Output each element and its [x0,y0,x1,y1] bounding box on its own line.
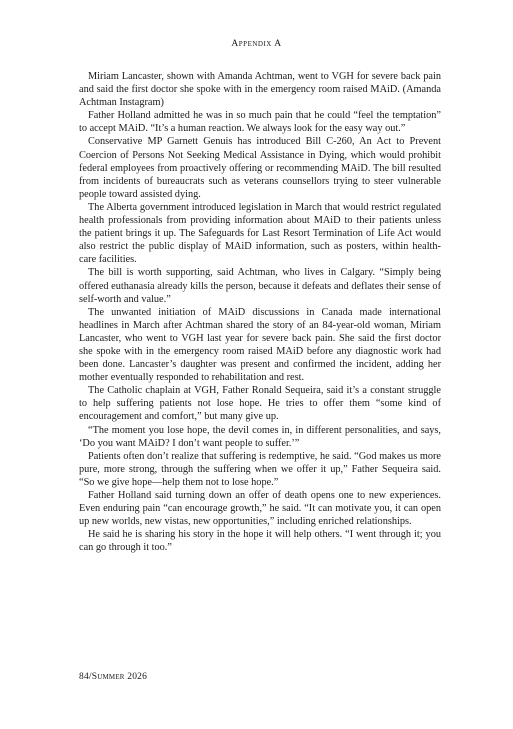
article-paragraph: The Catholic chaplain at VGH, Father Ronald Sequeira, said it’s a constant struggle to help suffering patients not lose hope. He tries to offer them “some kind of encouragement and comfort,” but many give up. [79,385,441,423]
article-paragraph: Conservative MP Garnett Genuis has introduced Bill C-260, An Act to Prevent Coercion of Persons Not Seeking Medical Assistance in Dying, which would prohibit federal employees from proactively offering or recommending MAiD. The bill resulted from incidents of bureaucrats such as veterans counsellors trying to steer vulnerable people toward assisted dying. [79,136,441,200]
article-paragraph: Father Holland said turning down an offer of death opens one to new experiences. Even enduring pain “can encourage growth,” he said. “It can motivate you, it can open up new worlds, new vistas, new opportunities,” including enriched relationships. [79,490,441,528]
running-head: Appendix A [231,39,282,49]
article-paragraph: Father Holland admitted he was in so much pain that he could “feel the temptation” to accept MAiD. “It’s a human reaction. We always look for the easy way out.” [79,110,441,135]
photo-caption: Miriam Lancaster, shown with Amanda Achtman, went to VGH for severe back pain and said the first doctor she spoke with in the emergency room raised MAiD. (Amanda Achtman Instagram) [79,71,441,109]
article-paragraph: He said he is sharing his story in the hope it will help others. “I went through it; you can go through it too.” [79,529,441,554]
article-paragraph: The unwanted initiation of MAiD discussions in Canada made international headlines in March after Achtman shared the story of an 84-year-old woman, Miriam Lancaster, who went to VGH last year for severe back pain. She said the first doctor she spoke with in the emergency room raised MAiD before any diagnostic work had been done. Lancaster’s daughter was present and confirmed the incident, adding her mother eventually responded to rehabilitation and rest. [79,306,441,384]
article-paragraph: Patients often don’t realize that suffering is redemptive, he said. “God makes us more pure, more strong, through the suffering when we offer it up,” Father Sequeira said. “So we give hope—help them not to lose hope.” [79,450,441,488]
article-paragraph: The bill is worth supporting, said Achtman, who lives in Calgary. “Simply being offered euthanasia already kills the person, because it defeats and deflates their sense of self-worth and value.” [79,267,441,305]
article-body [79,70,441,554]
article-paragraph: “The moment you lose hope, the devil comes in, in different personalities, and says, ‘Do you want MAiD? I don’t want people to suffer.’” [79,424,441,449]
article-paragraph: The Alberta government introduced legislation in March that would restrict regulated health professionals from providing information about MAiD to their patients unless the patient brings it up. The Safeguards for Last Resort Termination of Life Act would also restrict the public display of MAiD information, such as posters, within health-care facilities. [79,201,441,266]
page-folio: 84/Summer 2026 [79,672,148,682]
